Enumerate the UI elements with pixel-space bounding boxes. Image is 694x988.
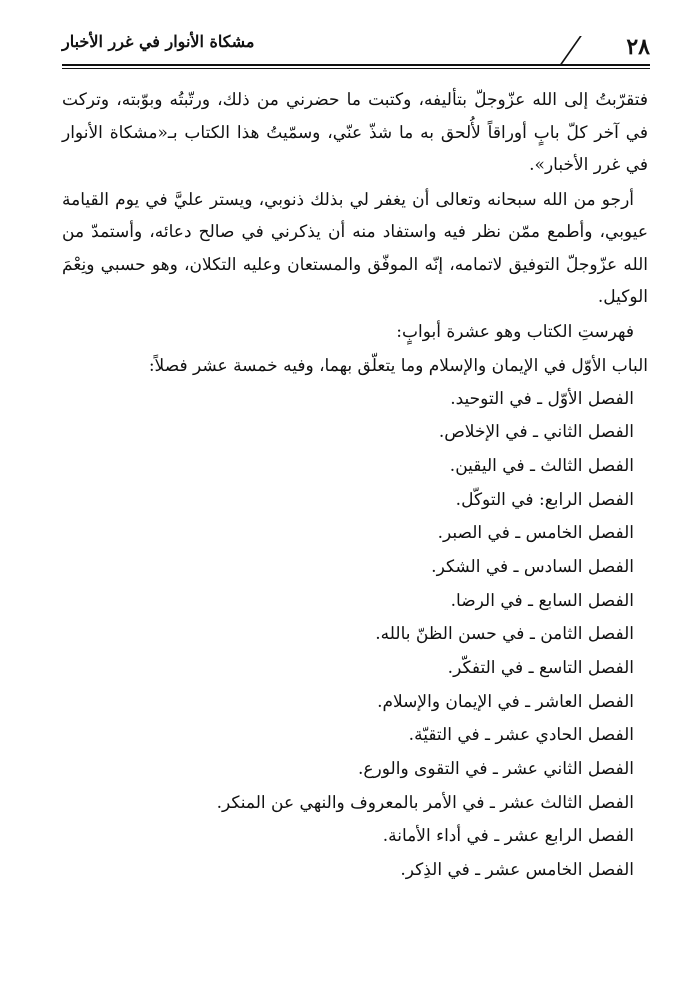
- toc-section-item: الفصل الثاني ـ في الإخلاص.: [438, 422, 634, 443]
- toc-chapter-title: الباب الأوّل في الإيمان والإسلام وما يتعلّق بهما، وفيه خمسة عشر فصلاً:: [148, 356, 648, 376]
- page-header: [62, 28, 650, 70]
- toc-section-item: الفصل الثاني عشر ـ في التقوى والورع.: [358, 759, 634, 780]
- page-body: [62, 84, 648, 888]
- header-rule-thin: [62, 68, 650, 69]
- toc-section-list: [62, 383, 648, 888]
- toc-section-item: الفصل الرابع: في التوكّل.: [455, 489, 634, 510]
- toc-section-item: الفصل التاسع ـ في التفكّر.: [447, 658, 634, 678]
- running-title: مشكاة الأنوار في غرر الأخبار: [62, 32, 255, 51]
- toc-section-item: الفصل الخامس ـ في الصبر.: [437, 523, 634, 544]
- body-paragraph: فتقرّبتُ إلى الله عزّوجلّ بتأليفه، وكتبت ما حضرني من ذلك، ورتّبتُه وبوّبته، وتركت في آخر كلّ بابٍ أوراقاً لأُلحق به ما شذّ عنّي، وسمّيتُ هذا الكتاب بـ«مشكاة الأنوار في غرر الأخبار».: [62, 90, 648, 175]
- toc-section-item: الفصل الأوّل ـ في التوحيد.: [450, 388, 634, 409]
- header-rule-thick: [62, 64, 650, 66]
- toc-intro: فهرستِ الكتاب وهو عشرة أبوابٍ:: [396, 321, 634, 342]
- toc-section-item: الفصل الثالث ـ في اليقين.: [449, 455, 634, 476]
- toc-section-item: الفصل الحادي عشر ـ في التقيّة.: [408, 725, 634, 746]
- toc-section-item: الفصل السادس ـ في الشكر.: [431, 556, 634, 577]
- page-number: ٢٨: [626, 34, 650, 60]
- toc-section-item: الفصل الثالث عشر ـ في الأمر بالمعروف والنهي عن المنكر.: [216, 792, 634, 813]
- toc-section-item: الفصل الخامس عشر ـ في الذِكر.: [400, 860, 634, 881]
- body-paragraph: أرجو من الله سبحانه وتعالى أن يغفر لي بذلك ذنوبي، ويستر عليَّ في يوم القيامة عيوبي، وأطمع ممّن نظر فيه واستفاد منه أن يذكرني في صالح دعائه، وأستمدّ من الله عزّوجلّ التوفيق لاتمامه، إنّه الموفّق والمستعان وعليه التكلان، وهو حسبي ونِعْمَ الوكيل.: [62, 189, 648, 307]
- toc-section-item: الفصل الثامن ـ في حسن الظنّ بالله.: [375, 624, 634, 645]
- toc-section-item: الفصل السابع ـ في الرضا.: [450, 590, 634, 611]
- toc-section-item: الفصل العاشر ـ في الإيمان والإسلام.: [377, 691, 634, 712]
- toc-section-item: الفصل الرابع عشر ـ في أداء الأمانة.: [382, 826, 634, 847]
- header-ornament: [560, 36, 604, 64]
